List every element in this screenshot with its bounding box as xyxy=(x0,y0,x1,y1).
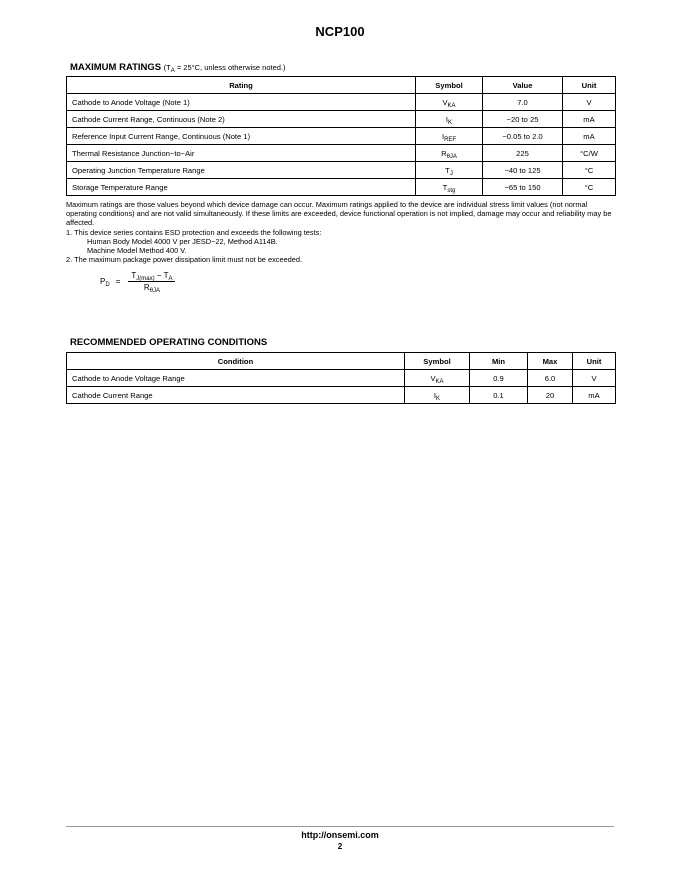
cell-symbol: $I_K$ xyxy=(405,387,470,404)
cell-unit: V xyxy=(573,370,616,387)
note-2: 2. The maximum package power dissipation limit must not be exceeded. xyxy=(66,255,303,265)
table-row xyxy=(67,179,616,196)
max-ratings-condition: ($T_A = 25^\circ C$, unless otherwise noted.) xyxy=(163,63,286,74)
col-header-unit: Unit xyxy=(573,353,616,370)
max-ratings-table xyxy=(66,76,616,196)
cell-value: −20 to 25 xyxy=(483,111,563,128)
cell-max: 6.0 xyxy=(528,370,573,387)
cell-symbol: $I_{REF}$ xyxy=(416,128,483,145)
rec-conditions-table xyxy=(66,352,616,404)
cell-symbol: $V_{KA}$ xyxy=(416,94,483,111)
cell-rating: Thermal Resistance Junction−to−Air xyxy=(67,145,416,162)
table-row xyxy=(67,94,616,111)
cell-rating: Storage Temperature Range xyxy=(67,179,416,196)
cell-unit: V xyxy=(563,94,616,111)
table-row xyxy=(67,162,616,179)
cell-condition: Cathode Current Range xyxy=(67,387,405,404)
col-header-rating: Rating xyxy=(67,77,416,94)
cell-unit: °C/W xyxy=(563,145,616,162)
footer-divider xyxy=(66,826,614,827)
cell-unit: °C xyxy=(563,162,616,179)
max-ratings-title: MAXIMUM RATINGS xyxy=(70,62,162,73)
col-header-symbol: Symbol xyxy=(405,353,470,370)
cell-value: 225 xyxy=(483,145,563,162)
formula-numerator: $T_{J(max)} - T_A$ xyxy=(128,271,175,282)
col-header-min: Min xyxy=(470,353,528,370)
table-row xyxy=(67,370,616,387)
cell-min: 0.9 xyxy=(470,370,528,387)
table-row xyxy=(67,128,616,145)
notes-intro: Maximum ratings are those values beyond which device damage can occur. Maximum ratings applied to the device are individual stress limit values (not normal operating conditions) and are not valid simultaneously. If these limits are exceeded, device functional operation is not implied, damage may occur and reliability may be affected. xyxy=(66,200,612,228)
table-row xyxy=(67,111,616,128)
cell-symbol: $I_K$ xyxy=(416,111,483,128)
cell-symbol: $V_{KA}$ xyxy=(405,370,470,387)
col-header-max: Max xyxy=(528,353,573,370)
cell-value: −40 to 125 xyxy=(483,162,563,179)
cell-value: −65 to 150 xyxy=(483,179,563,196)
page-title: NCP100 xyxy=(315,24,365,39)
cell-unit: °C xyxy=(563,179,616,196)
formula-denominator: $R_{\theta JA}$ xyxy=(143,283,160,294)
formula-lhs: $P_D$ xyxy=(100,277,110,288)
cell-unit: mA xyxy=(563,111,616,128)
cell-rating: Cathode Current Range, Continuous (Note 2) xyxy=(67,111,416,128)
note-1b: Machine Model Method 400 V. xyxy=(87,246,187,256)
cell-symbol: $R_{\theta JA}$ xyxy=(416,145,483,162)
col-header-symbol: Symbol xyxy=(416,77,483,94)
cell-unit: mA xyxy=(573,387,616,404)
cell-rating: Reference Input Current Range, Continuous (Note 1) xyxy=(67,128,416,145)
cell-symbol: $T_J$ xyxy=(416,162,483,179)
table-row xyxy=(67,145,616,162)
table-header-row xyxy=(67,353,616,370)
cell-rating: Operating Junction Temperature Range xyxy=(67,162,416,179)
cell-max: 20 xyxy=(528,387,573,404)
max-ratings-heading xyxy=(70,62,286,73)
col-header-unit: Unit xyxy=(563,77,616,94)
note-1a: Human Body Model 4000 V per JESD−22, Method A114B. xyxy=(87,236,278,246)
cell-min: 0.1 xyxy=(470,387,528,404)
formula-fraction xyxy=(128,271,175,292)
cell-condition: Cathode to Anode Voltage Range xyxy=(67,370,405,387)
formula-equals: = xyxy=(115,277,121,286)
footer-url[interactable]: http://onsemi.com xyxy=(301,830,379,840)
cell-rating: Cathode to Anode Voltage (Note 1) xyxy=(67,94,416,111)
cell-unit: mA xyxy=(563,128,616,145)
table-header-row xyxy=(67,77,616,94)
col-header-condition: Condition xyxy=(67,353,405,370)
power-dissipation-formula xyxy=(100,271,175,292)
table-row xyxy=(67,387,616,404)
notes xyxy=(66,200,616,264)
note-1: 1. This device series contains ESD protection and exceeds the following tests: xyxy=(66,227,322,237)
page-number: 2 xyxy=(337,842,343,851)
col-header-value: Value xyxy=(483,77,563,94)
cell-value: 7.0 xyxy=(483,94,563,111)
cell-value: −0.05 to 2.0 xyxy=(483,128,563,145)
rec-conditions-title: RECOMMENDED OPERATING CONDITIONS xyxy=(70,337,268,348)
rec-conditions-heading xyxy=(70,337,267,348)
cell-symbol: $T_{stg}$ xyxy=(416,179,483,196)
